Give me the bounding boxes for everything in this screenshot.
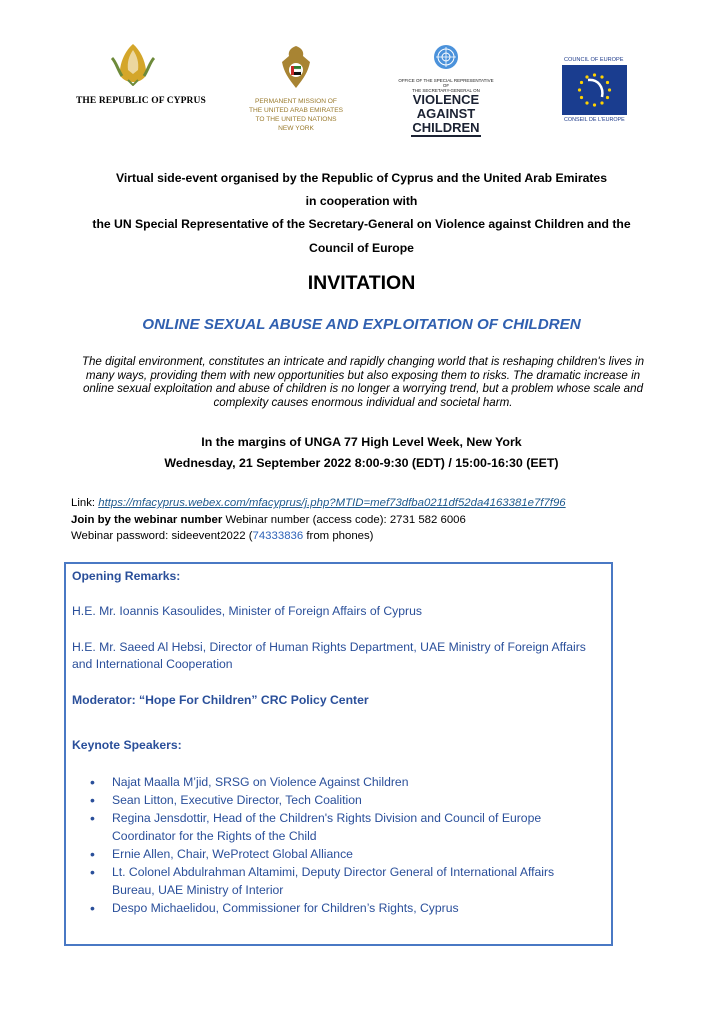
- uae-line: THE UNITED ARAB EMIRATES: [248, 107, 344, 114]
- list-item: • Sean Litton, Executive Director, Tech Coalition: [90, 791, 600, 809]
- opening-heading: Opening Remarks:: [72, 569, 181, 583]
- coe-flag: [562, 65, 627, 115]
- webinar-password-row: [71, 528, 671, 545]
- uae-line: TO THE UNITED NATIONS: [255, 116, 337, 123]
- event-location: In the margins of UNGA 77 High Level Week, New York: [201, 435, 522, 449]
- list-item: • Ernie Allen, Chair, WeProtect Global Alliance: [90, 845, 600, 863]
- organiser-line: in cooperation with: [305, 194, 418, 209]
- un-emblem-icon: [433, 44, 459, 70]
- cyprus-logo: [76, 40, 216, 106]
- invitation-title: INVITATION: [307, 272, 416, 294]
- organiser-line: Virtual side-event organised by the Republic of Cyprus and the United Arab Emirates: [116, 171, 607, 185]
- organiser-statement: [0, 167, 723, 260]
- password-prefix: Webinar password: sideevent2022 (: [71, 530, 253, 543]
- moderator: Moderator: “Hope For Children” CRC Policy Center: [72, 693, 369, 707]
- vac-big-line: VIOLENCE: [412, 92, 480, 107]
- intro-paragraph: The digital environment, constitutes an intricate and rapidly changing world that is reshaping children's lives in many ways, providing them with new opportunities but also exposing them to risks. The dramatic increase in online sexual exploitation and abuse of children is no longer a worrying trend, but a problem whose scale and complexity causes enormous individual and societal harm.: [81, 355, 645, 409]
- council-of-europe-logo: [556, 44, 641, 144]
- keynote-speakers-list: [90, 773, 600, 917]
- cyprus-dove-emblem-icon: [106, 40, 160, 86]
- webinar-link[interactable]: https://mfacyprus.webex.com/mfacyprus/j.php?MTID=mef73dfba0211df52da4163381e7f7f96: [98, 497, 566, 509]
- uae-mission-logo: [240, 44, 352, 133]
- vac-big-line: AGAINST: [416, 106, 476, 121]
- coe-bottom-text: CONSEIL DE L'EUROPE: [564, 117, 625, 123]
- program-box: [64, 562, 613, 946]
- coe-stars-icon: [562, 65, 627, 115]
- vac-small-line: OFFICE OF THE SPECIAL REPRESENTATIVE OF: [398, 78, 494, 88]
- webinar-number-row: [71, 512, 671, 529]
- uae-line: NEW YORK: [278, 125, 314, 132]
- vac-office-text: [396, 78, 496, 93]
- event-datetime: Wednesday, 21 September 2022 8:00-9:30 (EDT) / 15:00-16:30 (EET): [164, 455, 559, 470]
- coe-top-text: COUNCIL OF EUROPE: [564, 57, 624, 63]
- vac-small-line: THE SECRETARY-GENERAL ON: [412, 88, 480, 93]
- cyprus-name: THE REPUBLIC OF CYPRUS: [76, 96, 206, 106]
- organiser-line: the UN Special Representative of the Secretary-General on Violence against Children and the: [92, 217, 631, 232]
- list-item: • Lt. Colonel Abdulrahman Altamimi, Deputy Director General of International Affairs Bureau, UAE Ministry of Interior: [90, 863, 600, 899]
- srsg-vac-logo: [396, 44, 496, 137]
- uae-falcon-emblem-icon: [276, 44, 316, 90]
- keynote-heading: Keynote Speakers:: [72, 738, 182, 752]
- vac-underline: [411, 135, 481, 137]
- phone-code: 74333836: [252, 530, 304, 543]
- event-title: ONLINE SEXUAL ABUSE AND EXPLOITATION OF CHILDREN: [142, 316, 581, 333]
- uae-line: PERMANENT MISSION OF: [255, 98, 337, 105]
- vac-title: [396, 93, 496, 135]
- webinar-info: [71, 495, 671, 545]
- organiser-line: Council of Europe: [309, 240, 414, 255]
- webinar-link-row: [71, 495, 671, 512]
- list-item: • Najat Maalla M’jid, SRSG on Violence Against Children: [90, 773, 600, 791]
- uae-mission-text: [240, 97, 352, 133]
- link-label: Link:: [71, 497, 96, 509]
- vac-big-line: CHILDREN: [412, 120, 480, 135]
- event-details: [0, 432, 723, 473]
- list-item: • Regina Jensdottir, Head of the Children's Rights Division and Council of Europe Coordinator for the Rights of the Child: [90, 809, 600, 845]
- join-label: Join by the webinar number: [71, 513, 223, 526]
- list-item: • Despo Michaelidou, Commissioner for Children’s Rights, Cyprus: [90, 899, 600, 917]
- opening-speaker: H.E. Mr. Ioannis Kasoulides, Minister of Foreign Affairs of Cyprus: [72, 604, 422, 618]
- opening-speaker: H.E. Mr. Saeed Al Hebsi, Director of Human Rights Department, UAE Ministry of Foreign Affairs and International Cooperation: [72, 640, 586, 671]
- webinar-number: Webinar number (access code): 2731 582 6006: [225, 513, 466, 526]
- password-suffix: from phones): [303, 530, 374, 543]
